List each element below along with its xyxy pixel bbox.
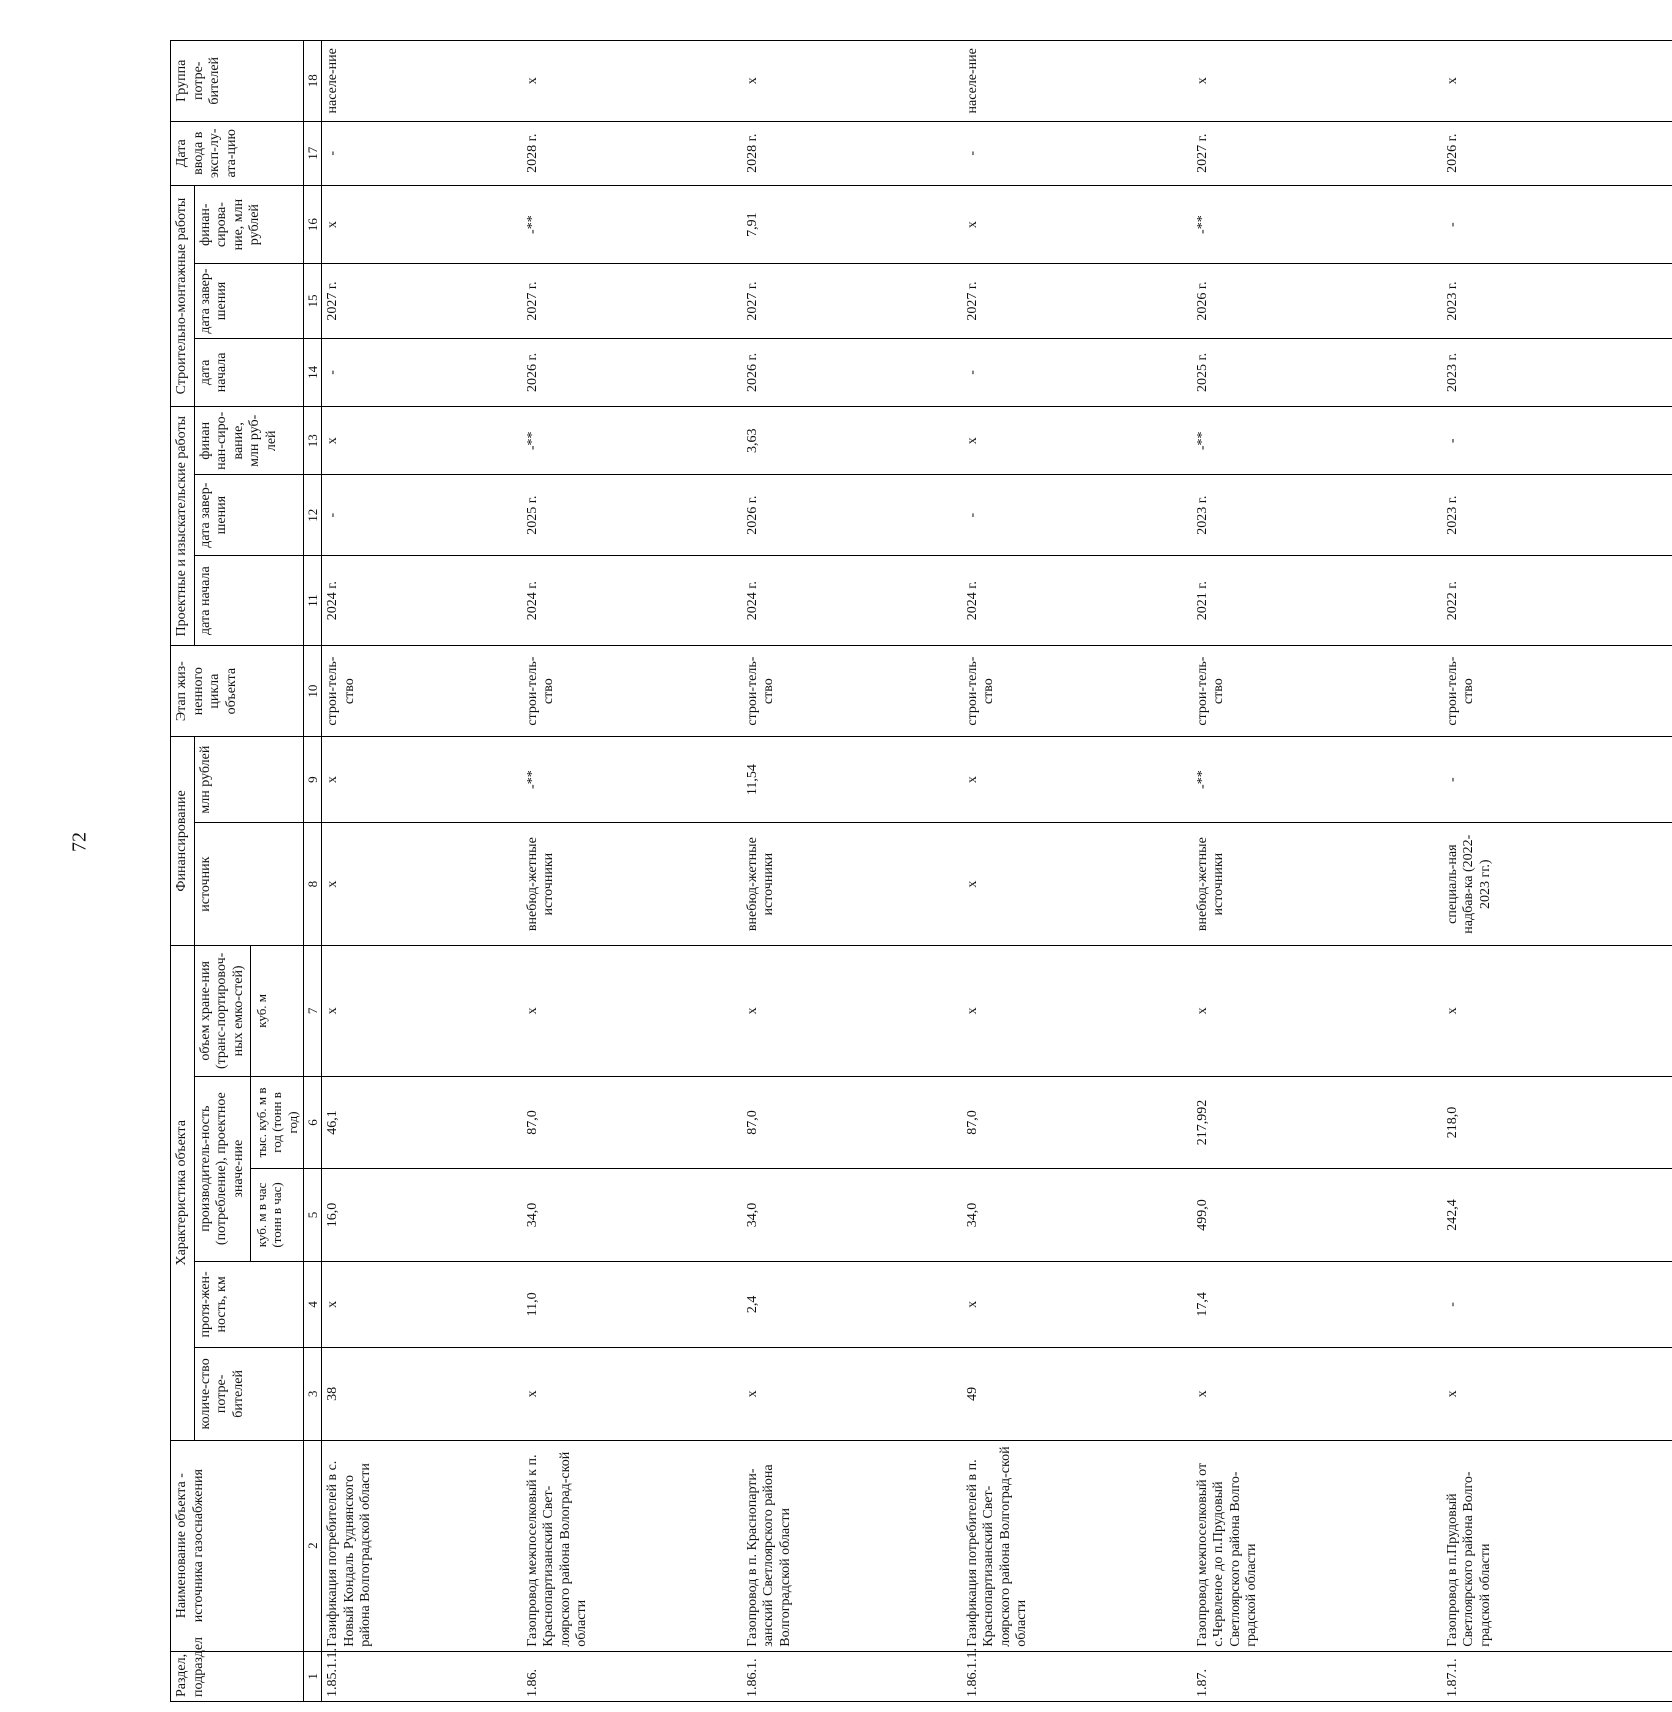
row-cell-7: х (1192, 946, 1442, 1077)
row-cell-18: х (1192, 41, 1442, 122)
header-commissioning-date: Дата ввода в эксп-лу-ата-цию (171, 121, 304, 185)
row-cell-3: 38 (322, 1348, 522, 1440)
header-construction-end: дата завер-шения (194, 264, 304, 338)
row-cell-7: х (962, 946, 1192, 1077)
row-cell-9: х (322, 736, 522, 822)
page-number: 72 (68, 832, 91, 852)
row-cell-6: 87,0 (522, 1076, 742, 1168)
header-cubic-m-per-hour: куб. м в час (тонн в час) (251, 1169, 304, 1261)
row-cell-8: внебюд-жетные источники (1192, 823, 1442, 946)
row-cell-5: 16,0 (322, 1169, 522, 1261)
row-cell-10: строи-тель-ство (1442, 646, 1672, 736)
header-construction-start: дата начала (194, 338, 304, 406)
row-cell-17: 2028 г. (742, 121, 962, 185)
row-cell-15: 2023 г. (1442, 264, 1672, 338)
row-cell-17: 2026 г. (1442, 121, 1672, 185)
row-cell-14: 2026 г. (742, 338, 962, 406)
row-cell-3: 49 (962, 1348, 1192, 1440)
row-cell-15: 2027 г. (322, 264, 522, 338)
row-cell-6: 87,0 (742, 1076, 962, 1168)
table-row (322, 41, 522, 1702)
row-cell-8: специаль-ная надбав-ка (2022-2023 гг.) (1442, 823, 1672, 946)
row-cell-11: 2024 г. (522, 555, 742, 645)
column-number: 7 (304, 946, 322, 1077)
row-cell-10: строи-тель-ство (322, 646, 522, 736)
row-cell-3: х (742, 1348, 962, 1440)
row-cell-5: 34,0 (962, 1169, 1192, 1261)
row-cell-12: - (962, 475, 1192, 555)
row-cell-3: х (1192, 1348, 1442, 1440)
column-number: 1 (304, 1651, 322, 1701)
row-cell-13: х (322, 407, 522, 475)
row-cell-6: 46,1 (322, 1076, 522, 1168)
row-cell-14: 2025 г. (1192, 338, 1442, 406)
header-thousand-cubic-m-per-year: тыс. куб. м в год (тонн в год) (251, 1076, 304, 1168)
header-name: Наименование объекта - источника газоснабжения (171, 1440, 304, 1651)
header-consumer-group: Группа потре-бителей (171, 41, 304, 122)
row-object-name: Газопровод в п. Краснопарти-занский Светлоярского района Волгоградской области (742, 1440, 962, 1651)
header-capacity: производитель-ность (потребление), проектное значе-ние (194, 1076, 251, 1261)
row-cell-4: 2,4 (742, 1261, 962, 1347)
row-cell-17: 2027 г. (1192, 121, 1442, 185)
header-design-financing: финан нан-сиро-вание, млн руб-лей (194, 407, 304, 475)
row-cell-6: 87,0 (962, 1076, 1192, 1168)
column-number: 11 (304, 555, 322, 645)
row-cell-18: х (1442, 41, 1672, 122)
row-cell-17: 2028 г. (522, 121, 742, 185)
row-cell-7: х (322, 946, 522, 1077)
row-cell-16: - (1442, 185, 1672, 263)
header-construction-financing: финан-сирова-ние, млн рублей (194, 185, 304, 263)
row-cell-8: х (322, 823, 522, 946)
column-number: 12 (304, 475, 322, 555)
row-cell-18: х (742, 41, 962, 122)
row-cell-13: -** (1192, 407, 1442, 475)
row-cell-9: -** (522, 736, 742, 822)
row-cell-13: -** (522, 407, 742, 475)
header-design-end: дата завер-шения (194, 475, 304, 555)
row-cell-14: 2023 г. (1442, 338, 1672, 406)
column-number: 14 (304, 338, 322, 406)
column-number: 16 (304, 185, 322, 263)
header-mln-rubles: млн рублей (194, 736, 304, 822)
row-section-number: 1.87. (1192, 1651, 1442, 1701)
column-number: 9 (304, 736, 322, 822)
row-cell-6: 218,0 (1442, 1076, 1672, 1168)
row-cell-10: строи-тель-ство (962, 646, 1192, 736)
row-cell-15: 2026 г. (1192, 264, 1442, 338)
column-number: 6 (304, 1076, 322, 1168)
header-design-survey-works: Проектные и изыскательские работы (171, 407, 195, 646)
row-cell-18: населе-ние (962, 41, 1192, 122)
row-cell-11: 2024 г. (742, 555, 962, 645)
row-cell-9: х (962, 736, 1192, 822)
header-storage-volume: объем хране-ния (транс-портировоч-ных емко-стей) (194, 946, 251, 1077)
row-cell-3: х (1442, 1348, 1672, 1440)
row-cell-15: 2027 г. (522, 264, 742, 338)
column-number: 5 (304, 1169, 322, 1261)
row-cell-12: 2023 г. (1192, 475, 1442, 555)
rotated-table-wrapper (170, 40, 1493, 1702)
row-cell-10: строи-тель-ство (1192, 646, 1442, 736)
row-cell-5: 34,0 (742, 1169, 962, 1261)
row-cell-18: населе-ние (322, 41, 522, 122)
header-consumers-count: количе-ство потре-бителей (194, 1348, 304, 1440)
row-cell-8: х (962, 823, 1192, 946)
row-cell-4: 11,0 (522, 1261, 742, 1347)
column-number: 13 (304, 407, 322, 475)
column-number: 10 (304, 646, 322, 736)
column-number: 17 (304, 121, 322, 185)
table-header (171, 41, 322, 1702)
column-number: 3 (304, 1348, 322, 1440)
row-cell-7: х (742, 946, 962, 1077)
row-cell-12: 2023 г. (1442, 475, 1672, 555)
header-source: источник (194, 823, 304, 946)
column-number: 18 (304, 41, 322, 122)
column-numbers-row (304, 41, 322, 1702)
row-cell-8: внебюд-жетные источники (522, 823, 742, 946)
row-cell-12: 2026 г. (742, 475, 962, 555)
gas-supply-objects-table (170, 40, 1672, 1702)
column-number: 2 (304, 1440, 322, 1651)
row-cell-4: 17,4 (1192, 1261, 1442, 1347)
row-cell-16: х (322, 185, 522, 263)
table-row (962, 41, 1192, 1702)
header-cubic-m: куб. м (251, 946, 304, 1077)
row-cell-9: -** (1192, 736, 1442, 822)
row-cell-4: х (322, 1261, 522, 1347)
row-section-number: 1.87.1. (1442, 1651, 1672, 1701)
header-length: протя-жен-ность, км (194, 1261, 304, 1347)
row-cell-16: 7,91 (742, 185, 962, 263)
row-object-name: Газификация потребителей в п. Краснопартизанский Свет-лоярского района Волгоград-ской области (962, 1440, 1192, 1651)
row-cell-18: х (522, 41, 742, 122)
row-cell-10: строи-тель-ство (742, 646, 962, 736)
header-row-1 (171, 41, 195, 1702)
row-cell-14: - (322, 338, 522, 406)
row-cell-11: 2022 г. (1442, 555, 1672, 645)
row-object-name: Газопровод межпоселковый к п. Краснопартизанский Свет-лоярского района Волоград-ской области (522, 1440, 742, 1651)
header-financing: Финансирование (171, 736, 195, 945)
column-number: 4 (304, 1261, 322, 1347)
row-cell-12: - (322, 475, 522, 555)
row-cell-11: 2021 г. (1192, 555, 1442, 645)
row-object-name: Газификация потребителей в с. Новый Кондаль Руднянского района Волгоградской области (322, 1440, 522, 1651)
table-row (1192, 41, 1442, 1702)
header-design-start: дата начала (194, 555, 304, 645)
header-razdel: Раздел, подраздел (171, 1651, 304, 1701)
row-cell-14: 2026 г. (522, 338, 742, 406)
row-cell-5: 242,4 (1442, 1169, 1672, 1261)
row-section-number: 1.86.1. (742, 1651, 962, 1701)
row-cell-7: х (1442, 946, 1672, 1077)
row-cell-14: - (962, 338, 1192, 406)
row-cell-3: х (522, 1348, 742, 1440)
row-section-number: 1.85.1.1. (322, 1651, 522, 1701)
row-cell-8: внебюд-жетные источники (742, 823, 962, 946)
row-cell-11: 2024 г. (322, 555, 522, 645)
header-construction-works: Строительно-монтажные работы (171, 185, 195, 406)
row-object-name: Газопровод межпоселковый от с.Червленое до п.Прудовый Светлоярского района Волго-градской области (1192, 1440, 1442, 1651)
row-object-name: Газопровод в п.Прудовый Светлоярского района Волго-градской области (1442, 1440, 1672, 1651)
row-cell-12: 2025 г. (522, 475, 742, 555)
row-cell-17: - (322, 121, 522, 185)
row-cell-17: - (962, 121, 1192, 185)
row-cell-15: 2027 г. (962, 264, 1192, 338)
row-cell-5: 34,0 (522, 1169, 742, 1261)
row-cell-4: - (1442, 1261, 1672, 1347)
row-cell-4: х (962, 1261, 1192, 1347)
column-number: 8 (304, 823, 322, 946)
header-characteristics: Характеристика объекта (171, 946, 195, 1441)
row-section-number: 1.86.1.1. (962, 1651, 1192, 1701)
row-cell-9: - (1442, 736, 1672, 822)
table-row (1442, 41, 1672, 1702)
row-cell-15: 2027 г. (742, 264, 962, 338)
row-cell-16: -** (1192, 185, 1442, 263)
row-cell-5: 499,0 (1192, 1169, 1442, 1261)
row-cell-10: строи-тель-ство (522, 646, 742, 736)
row-cell-7: х (522, 946, 742, 1077)
row-section-number: 1.86. (522, 1651, 742, 1701)
row-cell-13: 3,63 (742, 407, 962, 475)
row-cell-11: 2024 г. (962, 555, 1192, 645)
column-number: 15 (304, 264, 322, 338)
row-cell-13: - (1442, 407, 1672, 475)
table-body (322, 41, 1672, 1702)
row-cell-13: х (962, 407, 1192, 475)
header-lifecycle-stage: Этап жиз-ненного цикла объекта (171, 646, 304, 736)
table-row (522, 41, 742, 1702)
row-cell-9: 11,54 (742, 736, 962, 822)
row-cell-6: 217,992 (1192, 1076, 1442, 1168)
row-cell-16: -** (522, 185, 742, 263)
table-row (742, 41, 962, 1702)
row-cell-16: х (962, 185, 1192, 263)
